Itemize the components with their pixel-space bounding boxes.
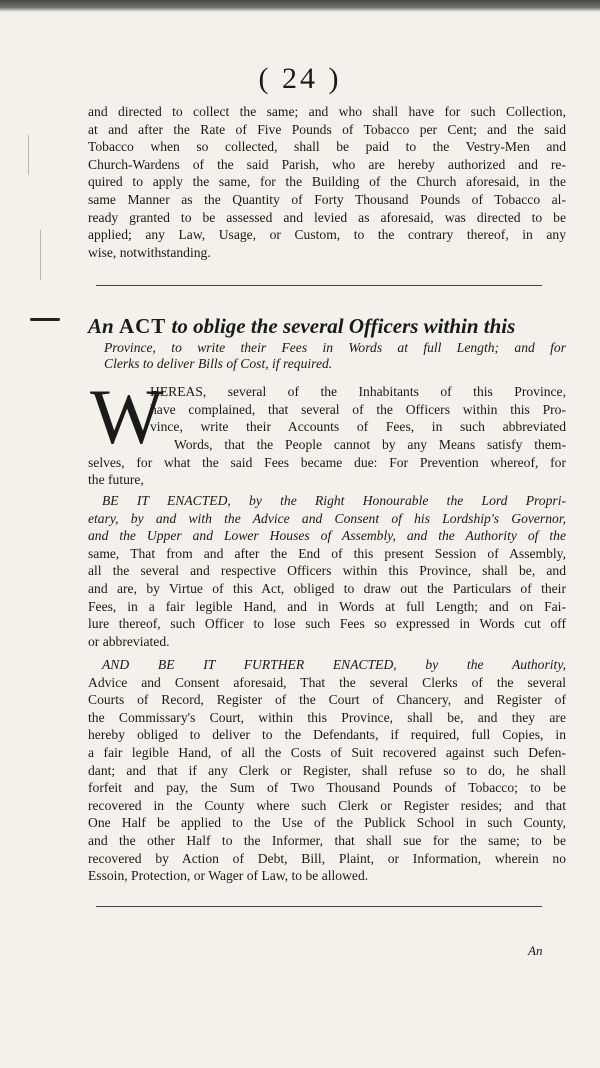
text-line: the future, (88, 472, 144, 488)
section-divider (96, 285, 542, 286)
title-act: ACT (118, 314, 167, 338)
text-line: ready granted to be assessed and levied as aforesaid, was directed to be (88, 209, 566, 225)
margin-mark (40, 230, 41, 280)
text-line: and directed to collect the same; and who shall have for such Collection, (88, 104, 566, 119)
title-prefix: An (88, 314, 114, 338)
act-title (88, 314, 566, 338)
further-enacting-clause (88, 656, 566, 885)
act-subtitle (104, 340, 566, 372)
continuation-paragraph (88, 103, 566, 261)
text-line: forfeit and pay, the Sum of Two Thousand Pounds of Tobacco; to be (88, 780, 566, 796)
text-line: the Commissary's Court, within this Province, shall be, and they are (88, 709, 566, 725)
text-line: or abbreviated. (88, 633, 170, 649)
text-line: dant; and that if any Clerk or Register, shall refuse so to do, he shall (88, 762, 566, 778)
text-line: Tobacco when so collected, shall be paid to the Vestry-Men and (88, 139, 566, 155)
page-number: ( 24 ) (258, 62, 342, 95)
text-line: Fees, in a fair legible Hand, and in Words at full Length; and on Fai- (88, 598, 566, 614)
drop-cap: W (90, 373, 164, 460)
subtitle-line: Clerks to deliver Bills of Cost, if required. (104, 356, 333, 371)
text-line: at and after the Rate of Five Pounds of Tobacco per Cent; and the said (88, 121, 566, 137)
text-line: recovered in the County where such Clerk or Register resides; and that (88, 797, 566, 813)
text-line: HEREAS, several of the Inhabitants of this Province, (150, 384, 566, 399)
catchword: An (528, 943, 543, 958)
preamble-first-lines (150, 383, 566, 436)
text-line: and are, by Virtue of this Act, obliged to draw out the Particulars of their (88, 580, 566, 596)
enacting-clause (88, 492, 566, 650)
text-line: and the other Half to the Informer, that shall sue for the same; to be (88, 832, 566, 848)
text-line: lure thereof, such Officer to lose such Fees so expressed in Words cut off (88, 616, 566, 632)
text-line: a fair legible Hand, of all the Costs of Suit recovered against such Defen- (88, 744, 566, 760)
text-line: Essoin, Protection, or Wager of Law, to be allowed. (88, 868, 369, 884)
text-line: have complained, that several of the Officers within this Pro- (150, 401, 566, 417)
text-line: AND BE IT FURTHER ENACTED, by the Authority, (102, 657, 566, 672)
text-line: same, That from and after the End of this present Session of Assembly, (88, 545, 566, 561)
text-line: recovered by Action of Debt, Bill, Plaint, or Information, wherein no (88, 850, 566, 866)
section-divider (96, 906, 542, 907)
title-rest: to oblige the several Officers within this (171, 314, 516, 338)
margin-dash (30, 318, 60, 321)
text-line: vince, write their Accounts of Fees, in such abbreviated (150, 419, 566, 435)
text-line: hereby obliged to deliver to the Defendants, if required, full Copies, in (88, 727, 566, 743)
text-line: quired to apply the same, for the Building of the Church aforesaid, in the (88, 174, 566, 190)
text-line: etary, by and with the Advice and Consent of his Lordship's Governor, (88, 510, 566, 526)
margin-mark (28, 135, 29, 175)
text-line: wise, notwithstanding. (88, 244, 211, 260)
text-line: BE IT ENACTED, by the Right Honourable the Lord Propri- (102, 493, 566, 508)
preamble-rest (88, 436, 566, 489)
text-line: selves, for what the said Fees became due: For Prevention whereof, for (88, 454, 566, 470)
text-line: all the several and respective Officers within this Province, shall be, and (88, 563, 566, 579)
text-line: Words, that the People cannot by any Means satisfy them- (174, 437, 566, 452)
text-line: One Half be applied to the Use of the Publick School in such County, (88, 815, 566, 831)
text-line: and the Upper and Lower Houses of Assembly, and the Authority of the (88, 528, 566, 544)
subtitle-line: Province, to write their Fees in Words at full Length; and for (104, 340, 566, 355)
text-line: applied; any Law, Usage, or Custom, to the contrary thereof, in any (88, 227, 566, 243)
text-line: Advice and Consent aforesaid, That the several Clerks of the several (88, 674, 566, 690)
text-line: Courts of Record, Register of the Court of Chancery, and Register of (88, 692, 566, 708)
scan-top-edge (0, 0, 600, 12)
text-line: Church-Wardens of the said Parish, who are hereby authorized and re- (88, 156, 566, 172)
text-line: same Manner as the Quantity of Forty Thousand Pounds of Tobacco al- (88, 191, 566, 207)
